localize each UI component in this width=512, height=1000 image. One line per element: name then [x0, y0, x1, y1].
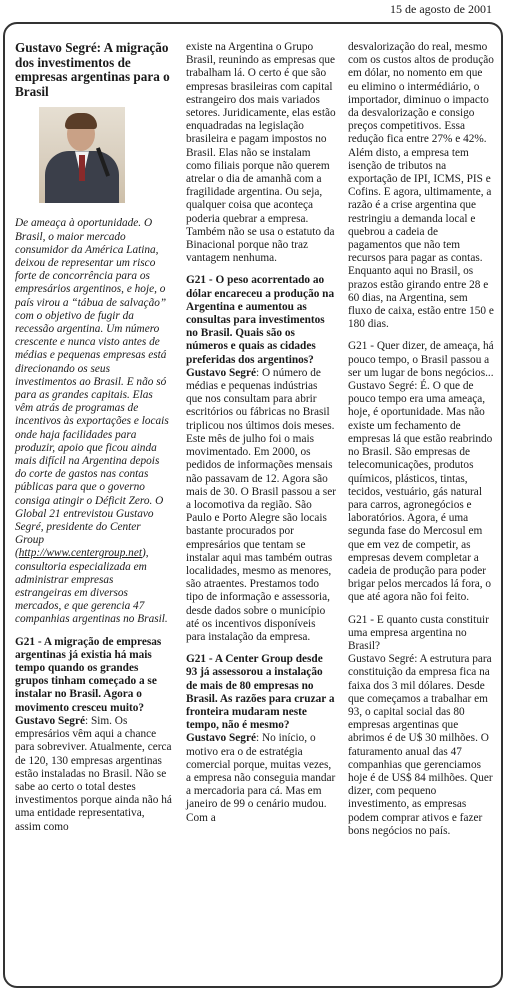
speaker-name: Gustavo Segré: [186, 366, 256, 379]
article-title: Gustavo Segré: A migração dos investimentos de empresas argentinas para o Brasil: [15, 40, 170, 99]
portrait-photo: [39, 107, 125, 203]
qa-block-4: [348, 340, 494, 604]
column-3: [348, 41, 494, 847]
answer-5: Gustavo Segré: A estrutura para constituição da empresa fica na faixa dos 3 mil dólares. Desde que começamos a trabalhar em 93, o capital social das 80 empresas argentinas que abrimos é de U$ 30 milhões. O faturamento anual das 47 companhias que gerenciamos hoje é de US$ 84 milhões. Quer dizer, com pequeno investimento, as empresas podem comprar ativos e fazer bons negócios no país.: [348, 653, 493, 837]
question-3: G21 - A Center Group desde 93 já assessorou a instalação de mais de 80 empresas no Brasil. As razões para cruzar a fronteira mudaram neste tempo, não é mesmo?: [186, 653, 335, 732]
question-1: G21 - A migração de empresas argentinas já existia há mais tempo quando os grandes grupos tinham começado a se instalar no Brasil. Agora o movimento cresceu muito?: [15, 635, 162, 714]
intro-paragraph: De ameaça à oportunidade. O Brasil, o maior mercado consumidor da América Latina, deixou de representar um risco forte de concorrência para os empresários argentinos, e hoje, o país virou a “tábua de salvação” com o objetivo de fugir da recessão argentina. Um número crescente e nunca visto antes de médias e pequenas empresas está direcionando os seus investimentos ao Brasil. E não só para as grandes capitais. Elas vêm atrás de programas de incentivos às exportações e locais onde haja facilidades para produzir, apoio que ficou ainda mais difícil na Argentina depois do corte de gastos nas contas públicas para que o governo consiga atingir o Déficit Zero. O Global 21 entrevistou Gustavo Segré, presidente do Center Group (http://www.centergroup.net), consultoria especializada em administrar empresas estrangeiras em diversos mercados, e que gerencia 47 companhias argentinas no Brasil.: [15, 217, 169, 626]
qa-block-3: [186, 653, 336, 825]
answer-3-part-1: : No início, o motivo era o de estratégia comercial porque, muitas vezes, a empresa não conseguia mandar a mercadoria para cá. Mas em janeiro de 99 o cenário mudou. Com a: [186, 732, 336, 824]
centergroup-link[interactable]: http://www.centergroup.net: [18, 547, 142, 560]
column-2: [186, 41, 336, 834]
article-frame: [3, 22, 503, 988]
issue-date: 15 de agosto de 2001: [390, 2, 492, 16]
answer-4: Gustavo Segré: É. O que de pouco tempo era uma ameaça, hoje, é oportunidade. Mas não existe um fechamento de empresas lá que estão reabrindo no Brasil. São empresas de telecomunicações, produtos químicos, plásticos, tintas, tecidos, vestuário, gás natural para carros, agronegócios e laboratórios. Agora, é uma segunda fase do Mercosul em que em vez de competir, as empresas devem completar a cadeia de produção para poder brigar pelos mercados lá fora, o que até agora não foi feito.: [348, 380, 493, 604]
speaker-name: Gustavo Segré: [15, 714, 85, 727]
answer-1-part-1: : Sim. Os empresários vêm aqui a chance para sobreviver. Atualmente, cerca de 120, 130 empresas argentinas estão instaladas no Brasil. Não se sabe ao certo o total destes investimentos porque ainda não há uma entidade representativa, assim como: [15, 714, 172, 833]
qa-block-2: [186, 274, 336, 644]
qa-block-1: [15, 636, 172, 834]
answer-1-continued: existe na Argentina o Grupo Brasil, reunindo as empresas que trabalham lá. O certo é que são empresas brasileiras com capital estrangeiro dos mais variados setores. Juridicamente, elas estão enquadradas na legislação brasileira e pagam impostos no Brasil. Elas não se instalam como filiais porque não querem atrelar o dia de amanhã com a fragilidade argentina. Ou seja, qualquer coisa que aconteça poderia quebrar a empresa. Também não se usa o estatuto da Binacional porque não traz vantagem nenhuma.: [186, 41, 336, 265]
question-2: G21 - O peso acorrentado ao dólar encareceu a produção na Argentina e aumentou as consultas para investimentos no Brasil. Quais são os números e quais as cidades preferidas dos argentinos?: [186, 274, 335, 366]
qa-block-5: [348, 614, 494, 838]
speaker-name: Gustavo Segré: [186, 732, 256, 745]
question-5: G21 - E quanto custa constituir uma empresa argentina no Brasil?: [348, 613, 489, 652]
answer-2: : O número de médias e pequenas indústrias que nos consultam para abrir escritórios ou fábricas no Brasil triplicou nos últimos dois meses. Este mês de julho foi o mais movimentado. Em 2000, os pedidos de informações mensais não passavam de 12. Agora são mais de 30. O Brasil passou a ser a locomotiva da região. São Paulo e Porto Alegre são locais bastante procurados por empresários que tentam se instalar aqui mas também outras localidades, mesmo as menores, são atraentes. Prestamos todo tipo de informação e assessoria, desde dados sobre o município até os incentivos disponíveis para instalação da empresa.: [186, 366, 336, 643]
answer-3-continued: desvalorização do real, mesmo com os custos altos de produção em dólar, no nomento em que eu elimino o intermédiário, o importador, diminuo o impacto da desvalorização e consigo preços competitivos. Essa redução fica entre 27% e 42%. Além disto, a empresa tem isenção de tributos na exportação de IPI, ICMS, PIS e Cofins. E agora, ultimamente, a razão é a crise argentina que restringiu a demanda local e quebrou a cadeia de pagamentos que não tem recursos para pagar as contas. Enquanto aqui no Brasil, os prazos estão girando entre 28 e 60 dias, na Argentina, sem fluxo de caixa, estão entre 150 e 180 dias.: [348, 41, 494, 331]
question-4: G21 - Quer dizer, de ameaça, há pouco tempo, o Brasil passou a ser um lugar de bons negócios...: [348, 340, 494, 379]
column-1: [15, 41, 172, 843]
